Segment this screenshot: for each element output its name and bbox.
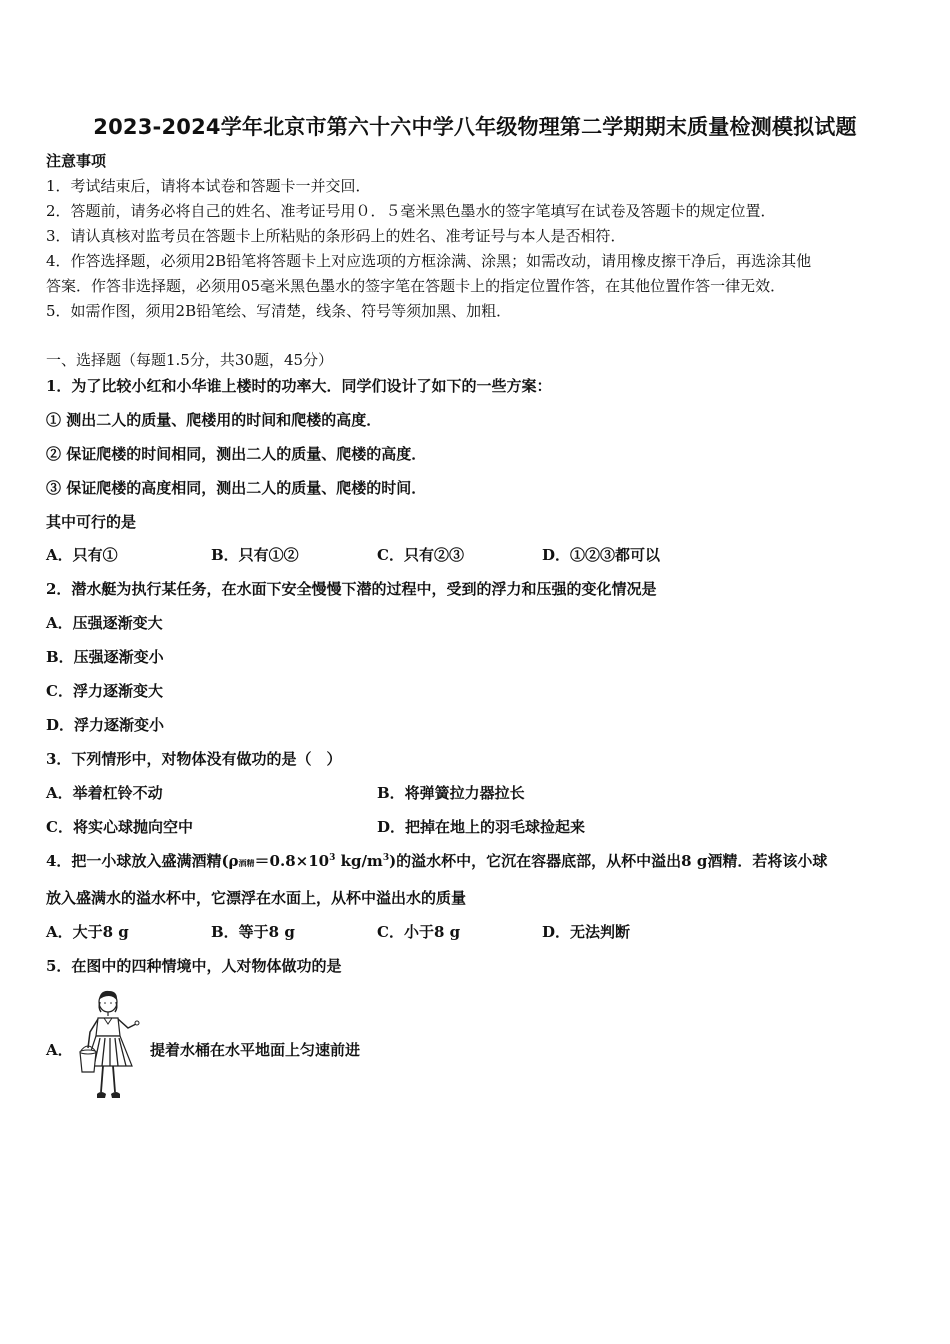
notice-item: 5．如需作图，须用2B铅笔绘、写清楚，线条、符号等须加黑、加粗． — [46, 302, 512, 320]
q2-stem: 2．潜水艇为执行某任务，在水面下安全慢慢下潜的过程中，受到的浮力和压强的变化情况是 — [46, 580, 657, 598]
q3-option-c: C．将实心球抛向空中 — [46, 818, 193, 836]
q4-option-c: C．小于8 g — [377, 923, 461, 941]
density-value: ＝0.8×10 — [254, 852, 330, 870]
q4-option-b: B．等于8 g — [211, 923, 295, 941]
q1-stem: 1．为了比较小红和小华谁上楼时的功率大．同学们设计了如下的一些方案： — [46, 377, 552, 395]
q1-plan: ③ 保证爬楼的高度相同，测出二人的质量、爬楼的时间． — [46, 479, 427, 497]
q4-stem-after: )的溢水杯中，它沉在容器底部，从杯中溢出8 g酒精．若将该小球 — [389, 852, 828, 870]
q5-option-a-letter: A． — [46, 1041, 73, 1059]
q2-option-d: D．浮力逐渐变小 — [46, 716, 165, 734]
unit-exponent: 3 — [382, 853, 390, 863]
notice-item: 2．答题前，请务必将自己的姓名、准考证号用０．５毫米黑色墨水的签字笔填写在试卷及答题卡的规定位置． — [46, 202, 776, 220]
notice-item: 答案．作答非选择题，必须用05毫米黑色墨水的签字笔在答题卡上的指定位置作答，在其他位置作答一律无效． — [46, 277, 786, 295]
q1-option-b: B．只有①② — [211, 546, 299, 564]
q3-option-a: A．举着杠铃不动 — [46, 784, 163, 802]
q2-option-a: A．压强逐渐变大 — [46, 614, 163, 632]
q1-option-c: C．只有②③ — [377, 546, 464, 564]
q1-option-d: D．①②③都可以 — [542, 546, 661, 564]
q4-option-a: A．大于8 g — [46, 923, 129, 941]
rho-symbol: ρ — [228, 852, 239, 870]
q4-stem-line2: 放入盛满水的溢水杯中，它漂浮在水面上，从杯中溢出水的质量 — [46, 889, 467, 907]
notice-item: 1．考试结束后，请将本试卷和答题卡一并交回． — [46, 177, 371, 195]
q4-option-d: D．无法判断 — [542, 923, 631, 941]
page-title: 2023-2024学年北京市第六十六中学八年级物理第二学期期末质量检测模拟试题 — [93, 115, 857, 139]
density-unit: kg/m — [335, 852, 383, 870]
notice-item: 4．作答选择题，必须用2B铅笔将答题卡上对应选项的方框涂满、涂黑；如需改动，请用橡皮擦干净后，再选涂其他 — [46, 252, 812, 270]
q4-stem — [46, 851, 827, 873]
rho-subscript: 酒精 — [238, 858, 255, 868]
q1-plan: ① 测出二人的质量、爬楼用的时间和爬楼的高度． — [46, 411, 382, 429]
q5-option-a-text: 提着水桶在水平地面上匀速前进 — [150, 1041, 361, 1059]
q1-ask: 其中可行的是 — [46, 513, 137, 531]
notice-heading: 注意事项 — [46, 152, 107, 170]
notice-item: 3．请认真核对监考员在答题卡上所粘贴的条形码上的姓名、准考证号与本人是否相符． — [46, 227, 626, 245]
q2-option-b: B．压强逐渐变小 — [46, 648, 164, 666]
woman-carrying-bucket-figure — [76, 988, 142, 1106]
q1-plan: ② 保证爬楼的时间相同，测出二人的质量、爬楼的高度． — [46, 445, 427, 463]
q3-option-d: D．把掉在地上的羽毛球捡起来 — [377, 818, 586, 836]
q4-stem-before: 4．把一小球放入盛满酒精( — [46, 852, 229, 870]
q3-option-b: B．将弹簧拉力器拉长 — [377, 784, 525, 802]
density-exponent: 3 — [329, 853, 336, 863]
section-heading: 一、选择题（每题1.5分，共30题，45分） — [46, 351, 334, 369]
q1-option-a: A．只有① — [46, 546, 118, 564]
q5-stem: 5．在图中的四种情境中，人对物体做功的是 — [46, 957, 342, 975]
q2-option-c: C．浮力逐渐变大 — [46, 682, 163, 700]
q3-stem: 3．下列情形中，对物体没有做功的是（ ） — [46, 750, 342, 768]
